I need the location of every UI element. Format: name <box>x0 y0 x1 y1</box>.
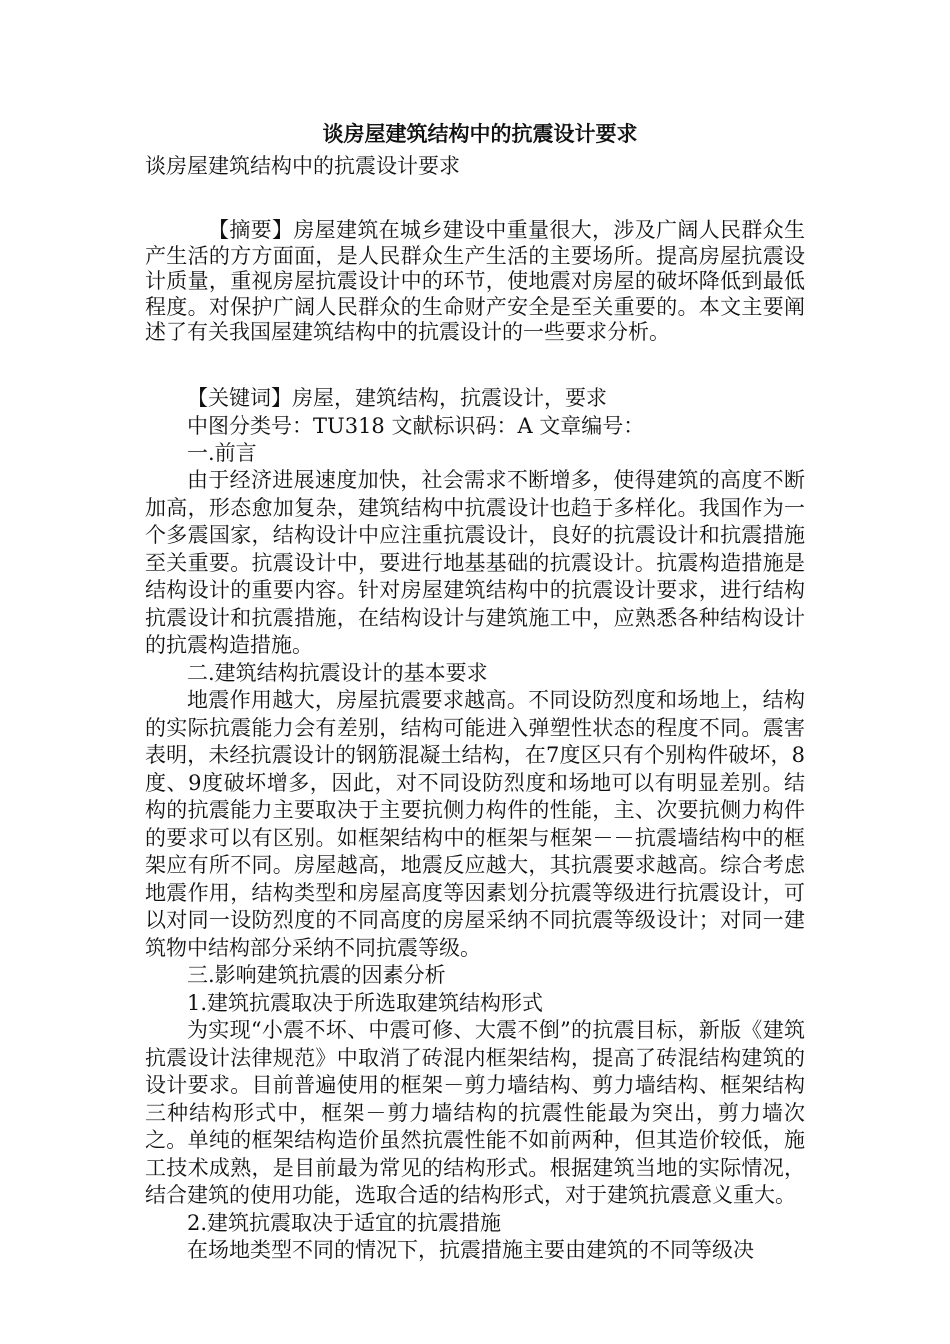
section-1-body: 由于经济进展速度加快，社会需求不断增多，使得建筑的高度不断加高，形态愈加复杂，建筑结构中抗震设计也趋于多样化。我国作为一个多震国家，结构设计中应注重抗震设计，良好的抗震设计和抗震措施至关重要。抗震设计中，要进行地基基础的抗震设计。抗震构造措施是结构设计的重要内容。针对房屋建筑结构中的抗震设计要求，进行结构抗震设计和抗震措施，在结构设计与建筑施工中，应熟悉各种结构设计的抗震构造措施。 <box>145 468 805 657</box>
document-page <box>145 118 805 1265</box>
abstract-paragraph: 【摘要】房屋建筑在城乡建设中重量很大，涉及广阔人民群众生产生活的方方面面，是人民群众生产生活的主要场所。提高房屋抗震设计质量，重视房屋抗震设计中的环节，使地震对房屋的破坏降低到最低程度。对保护广阔人民群众的生命财产安全是至关重要的。本文主要阐述了有关我国屋建筑结构中的抗震设计的一些要求分析。 <box>145 218 805 344</box>
classification-line: 中图分类号：TU318 文献标识码：A 文章编号： <box>187 413 645 438</box>
section-3-1-body: 为实现“小震不坏、中震可修、大震不倒”的抗震目标，新版《建筑抗震设计法律规范》中取消了砖混内框架结构，提高了砖混结构建筑的设计要求。目前普遍使用的框架－剪力墙结构、剪力墙结构、框架结构三种结构形式中，框架－剪力墙结构的抗震性能最为突出，剪力墙次之。单纯的框架结构造价虽然抗震性能不如前两种，但其造价较低，施工技术成熟，是目前最为常见的结构形式。根据建筑当地的实际情况，结合建筑的使用功能，选取合适的结构形式，对于建筑抗震意义重大。 <box>145 1018 805 1207</box>
section-1-heading: 一.前言 <box>187 440 257 465</box>
section-3-1-heading: 1.建筑抗震取决于所选取建筑结构形式 <box>187 990 544 1015</box>
keywords-line: 【关键词】房屋，建筑结构，抗震设计，要求 <box>187 385 607 410</box>
section-2-heading: 二.建筑结构抗震设计的基本要求 <box>187 660 488 685</box>
section-2-body: 地震作用越大，房屋抗震要求越高。不同设防烈度和场地上，结构的实际抗震能力会有差别，结构可能进入弹塑性状态的程度不同。震害表明，未经抗震设计的钢筋混凝土结构，在7度区只有个别构件破坏，8度、9度破坏增多，因此，对不同设防烈度和场地可以有明显差别。结构的抗震能力主要取决于主要抗侧力构件的性能，主、次要抗侧力构件的要求可以有区别。如框架结构中的框架与框架－－抗震墙结构中的框架应有所不同。房屋越高，地震反应越大，其抗震要求越高。综合考虑地震作用，结构类型和房屋高度等因素划分抗震等级进行抗震设计，可以对同一设防烈度的不同高度的房屋采纳不同抗震等级设计；对同一建筑物中结构部分采纳不同抗震等级。 <box>145 688 805 960</box>
document-subtitle: 谈房屋建筑结构中的抗震设计要求 <box>145 154 460 178</box>
section-3-heading: 三.影响建筑抗震的因素分析 <box>187 963 446 987</box>
section-3-2-body: 在场地类型不同的情况下，抗震措施主要由建筑的不同等级决 <box>187 1238 754 1262</box>
document-title: 谈房屋建筑结构中的抗震设计要求 <box>322 121 638 146</box>
section-3-2-heading: 2.建筑抗震取决于适宜的抗震措施 <box>187 1210 502 1235</box>
